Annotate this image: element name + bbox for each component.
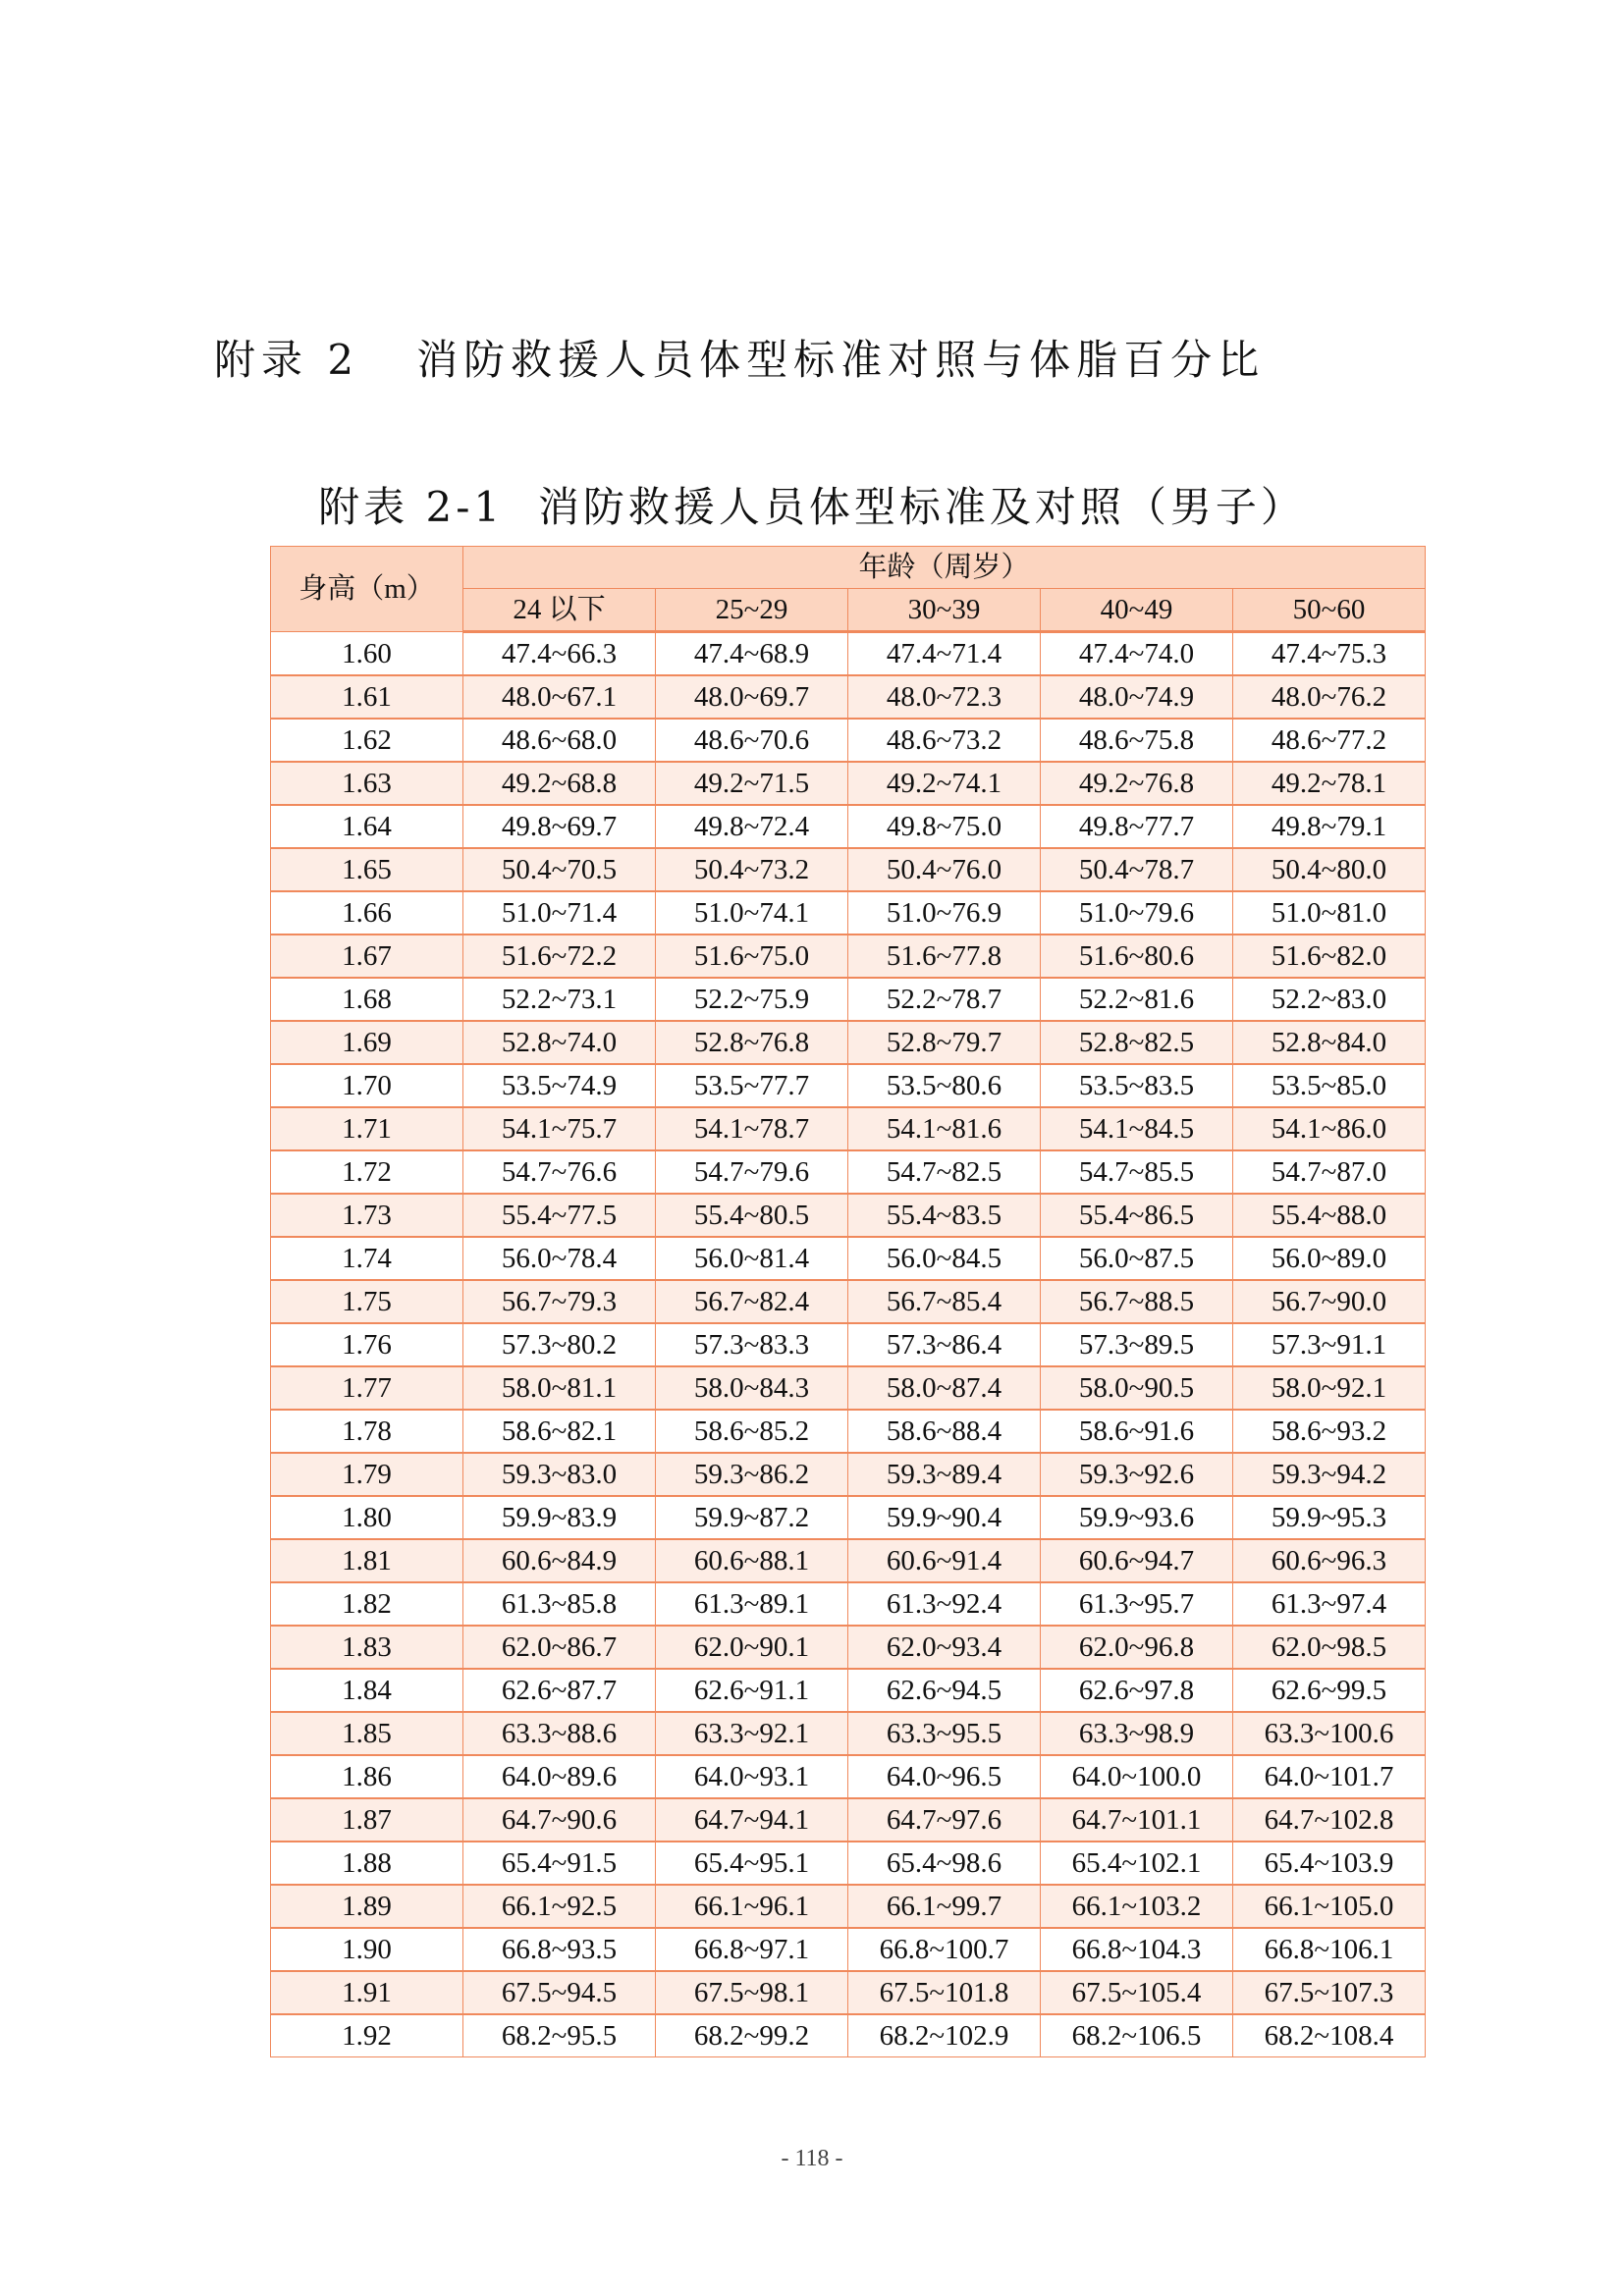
weight-range-cell: 49.2~76.8: [1041, 762, 1233, 805]
weight-range-cell: 62.0~98.5: [1233, 1626, 1426, 1669]
table-row: [271, 1928, 1426, 1971]
weight-range-cell: 66.1~96.1: [656, 1885, 848, 1928]
weight-range-cell: 63.3~92.1: [656, 1712, 848, 1755]
weight-range-cell: 62.6~97.8: [1041, 1669, 1233, 1712]
age-group-header: 年龄（周岁）: [463, 547, 1426, 589]
height-cell: 1.80: [271, 1496, 463, 1539]
weight-range-cell: 54.1~75.7: [463, 1107, 656, 1150]
weight-range-cell: 61.3~92.4: [848, 1582, 1041, 1626]
height-cell: 1.87: [271, 1798, 463, 1842]
weight-range-cell: 52.2~73.1: [463, 978, 656, 1021]
weight-range-cell: 56.0~87.5: [1041, 1237, 1233, 1280]
table-row: [271, 978, 1426, 1021]
weight-range-cell: 52.2~83.0: [1233, 978, 1426, 1021]
weight-range-cell: 51.6~80.6: [1041, 934, 1233, 978]
weight-range-cell: 64.0~96.5: [848, 1755, 1041, 1798]
weight-range-cell: 54.7~82.5: [848, 1150, 1041, 1194]
weight-range-cell: 59.9~93.6: [1041, 1496, 1233, 1539]
weight-range-cell: 52.8~74.0: [463, 1021, 656, 1064]
weight-range-cell: 68.2~106.5: [1041, 2014, 1233, 2057]
weight-range-cell: 52.8~84.0: [1233, 1021, 1426, 1064]
height-cell: 1.67: [271, 934, 463, 978]
weight-range-cell: 59.3~92.6: [1041, 1453, 1233, 1496]
table-row: [271, 1669, 1426, 1712]
height-cell: 1.85: [271, 1712, 463, 1755]
weight-range-cell: 49.8~72.4: [656, 805, 848, 848]
height-cell: 1.91: [271, 1971, 463, 2014]
weight-range-cell: 54.1~81.6: [848, 1107, 1041, 1150]
weight-range-cell: 51.0~71.4: [463, 891, 656, 934]
weight-range-cell: 61.3~97.4: [1233, 1582, 1426, 1626]
weight-range-cell: 51.0~74.1: [656, 891, 848, 934]
weight-range-cell: 51.6~82.0: [1233, 934, 1426, 978]
weight-range-cell: 66.1~92.5: [463, 1885, 656, 1928]
height-cell: 1.77: [271, 1366, 463, 1410]
weight-range-cell: 48.0~69.7: [656, 675, 848, 719]
weight-range-cell: 65.4~102.1: [1041, 1842, 1233, 1885]
weight-range-cell: 68.2~95.5: [463, 2014, 656, 2057]
weight-range-cell: 48.0~76.2: [1233, 675, 1426, 719]
weight-range-cell: 55.4~83.5: [848, 1194, 1041, 1237]
weight-range-cell: 61.3~95.7: [1041, 1582, 1233, 1626]
weight-range-cell: 49.8~75.0: [848, 805, 1041, 848]
weight-range-cell: 53.5~77.7: [656, 1064, 848, 1107]
height-cell: 1.79: [271, 1453, 463, 1496]
height-cell: 1.61: [271, 675, 463, 719]
table-row: [271, 1410, 1426, 1453]
weight-range-cell: 54.1~86.0: [1233, 1107, 1426, 1150]
table-row: [271, 1237, 1426, 1280]
height-cell: 1.78: [271, 1410, 463, 1453]
weight-range-cell: 66.8~100.7: [848, 1928, 1041, 1971]
weight-range-cell: 48.6~73.2: [848, 719, 1041, 762]
weight-range-cell: 50.4~73.2: [656, 848, 848, 891]
weight-range-cell: 51.0~76.9: [848, 891, 1041, 934]
weight-range-cell: 64.7~90.6: [463, 1798, 656, 1842]
weight-range-cell: 68.2~99.2: [656, 2014, 848, 2057]
table-row: [271, 1021, 1426, 1064]
weight-range-cell: 64.7~94.1: [656, 1798, 848, 1842]
weight-range-cell: 58.0~92.1: [1233, 1366, 1426, 1410]
weight-range-cell: 57.3~83.3: [656, 1323, 848, 1366]
weight-range-cell: 51.0~79.6: [1041, 891, 1233, 934]
weight-range-cell: 50.4~78.7: [1041, 848, 1233, 891]
weight-range-cell: 57.3~91.1: [1233, 1323, 1426, 1366]
table-row: [271, 632, 1426, 676]
weight-range-cell: 49.8~79.1: [1233, 805, 1426, 848]
weight-range-cell: 56.0~78.4: [463, 1237, 656, 1280]
table-row: [271, 1626, 1426, 1669]
weight-range-cell: 55.4~77.5: [463, 1194, 656, 1237]
age-group-column-header: 24 以下: [463, 589, 656, 632]
weight-range-cell: 49.2~71.5: [656, 762, 848, 805]
height-cell: 1.64: [271, 805, 463, 848]
table-row: [271, 934, 1426, 978]
height-cell: 1.72: [271, 1150, 463, 1194]
weight-range-cell: 52.2~75.9: [656, 978, 848, 1021]
weight-range-cell: 65.4~91.5: [463, 1842, 656, 1885]
weight-range-cell: 52.8~82.5: [1041, 1021, 1233, 1064]
weight-range-cell: 48.6~70.6: [656, 719, 848, 762]
weight-range-cell: 68.2~102.9: [848, 2014, 1041, 2057]
weight-range-cell: 58.6~85.2: [656, 1410, 848, 1453]
weight-range-cell: 64.0~89.6: [463, 1755, 656, 1798]
weight-range-cell: 62.0~93.4: [848, 1626, 1041, 1669]
weight-range-cell: 55.4~86.5: [1041, 1194, 1233, 1237]
weight-range-cell: 60.6~96.3: [1233, 1539, 1426, 1582]
weight-range-cell: 47.4~71.4: [848, 632, 1041, 676]
height-cell: 1.69: [271, 1021, 463, 1064]
weight-range-cell: 59.3~83.0: [463, 1453, 656, 1496]
weight-range-cell: 67.5~107.3: [1233, 1971, 1426, 2014]
table-row: [271, 1366, 1426, 1410]
weight-range-cell: 61.3~89.1: [656, 1582, 848, 1626]
weight-range-cell: 48.6~68.0: [463, 719, 656, 762]
height-cell: 1.73: [271, 1194, 463, 1237]
weight-range-cell: 53.5~80.6: [848, 1064, 1041, 1107]
weight-range-cell: 48.0~67.1: [463, 675, 656, 719]
table-row: [271, 891, 1426, 934]
weight-range-cell: 58.6~91.6: [1041, 1410, 1233, 1453]
weight-range-cell: 66.8~93.5: [463, 1928, 656, 1971]
weight-range-cell: 58.0~81.1: [463, 1366, 656, 1410]
weight-range-cell: 53.5~74.9: [463, 1064, 656, 1107]
table-row: [271, 1885, 1426, 1928]
table-row: [271, 1496, 1426, 1539]
weight-range-cell: 48.0~72.3: [848, 675, 1041, 719]
height-cell: 1.90: [271, 1928, 463, 1971]
table-body: [271, 632, 1426, 2057]
weight-range-cell: 64.7~101.1: [1041, 1798, 1233, 1842]
weight-range-cell: 67.5~98.1: [656, 1971, 848, 2014]
table-row: [271, 1064, 1426, 1107]
weight-range-cell: 67.5~94.5: [463, 1971, 656, 2014]
table-row: [271, 1755, 1426, 1798]
weight-range-cell: 51.6~77.8: [848, 934, 1041, 978]
weight-range-cell: 49.2~78.1: [1233, 762, 1426, 805]
weight-range-cell: 59.3~94.2: [1233, 1453, 1426, 1496]
weight-range-cell: 66.1~99.7: [848, 1885, 1041, 1928]
weight-range-cell: 58.6~93.2: [1233, 1410, 1426, 1453]
weight-range-cell: 66.1~103.2: [1041, 1885, 1233, 1928]
weight-range-cell: 59.9~87.2: [656, 1496, 848, 1539]
weight-range-cell: 66.8~104.3: [1041, 1928, 1233, 1971]
height-cell: 1.63: [271, 762, 463, 805]
weight-range-cell: 55.4~88.0: [1233, 1194, 1426, 1237]
weight-range-cell: 56.0~84.5: [848, 1237, 1041, 1280]
weight-range-cell: 59.9~90.4: [848, 1496, 1041, 1539]
appendix-title: 附录 2 消防救援人员体型标准对照与体脂百分比: [214, 336, 1266, 385]
weight-range-cell: 56.7~85.4: [848, 1280, 1041, 1323]
table-row: [271, 1798, 1426, 1842]
weight-range-cell: 50.4~80.0: [1233, 848, 1426, 891]
weight-range-cell: 51.6~72.2: [463, 934, 656, 978]
height-cell: 1.62: [271, 719, 463, 762]
weight-range-cell: 49.2~74.1: [848, 762, 1041, 805]
weight-range-cell: 51.0~81.0: [1233, 891, 1426, 934]
weight-range-cell: 60.6~94.7: [1041, 1539, 1233, 1582]
weight-range-cell: 59.9~83.9: [463, 1496, 656, 1539]
weight-range-cell: 63.3~98.9: [1041, 1712, 1233, 1755]
age-group-column-header: 40~49: [1041, 589, 1233, 632]
weight-range-cell: 58.6~88.4: [848, 1410, 1041, 1453]
weight-range-cell: 62.6~87.7: [463, 1669, 656, 1712]
weight-range-cell: 55.4~80.5: [656, 1194, 848, 1237]
weight-range-cell: 66.8~106.1: [1233, 1928, 1426, 1971]
weight-range-cell: 54.7~76.6: [463, 1150, 656, 1194]
page-number: - 118 -: [781, 2146, 843, 2171]
weight-range-cell: 62.0~90.1: [656, 1626, 848, 1669]
weight-range-cell: 52.8~79.7: [848, 1021, 1041, 1064]
weight-range-cell: 62.6~94.5: [848, 1669, 1041, 1712]
weight-range-cell: 48.6~75.8: [1041, 719, 1233, 762]
height-cell: 1.71: [271, 1107, 463, 1150]
height-cell: 1.84: [271, 1669, 463, 1712]
weight-range-cell: 62.0~86.7: [463, 1626, 656, 1669]
table-row: [271, 1150, 1426, 1194]
table-row: [271, 1280, 1426, 1323]
weight-range-cell: 57.3~89.5: [1041, 1323, 1233, 1366]
weight-range-cell: 62.0~96.8: [1041, 1626, 1233, 1669]
weight-range-cell: 61.3~85.8: [463, 1582, 656, 1626]
height-column-header: 身高（m）: [271, 547, 463, 632]
weight-range-cell: 53.5~83.5: [1041, 1064, 1233, 1107]
weight-range-cell: 58.6~82.1: [463, 1410, 656, 1453]
table-row: [271, 1712, 1426, 1755]
height-cell: 1.68: [271, 978, 463, 1021]
height-cell: 1.75: [271, 1280, 463, 1323]
table-row: [271, 1453, 1426, 1496]
weight-range-cell: 58.0~87.4: [848, 1366, 1041, 1410]
body-type-standard-table: [270, 546, 1426, 2057]
weight-range-cell: 63.3~95.5: [848, 1712, 1041, 1755]
weight-range-cell: 53.5~85.0: [1233, 1064, 1426, 1107]
weight-range-cell: 65.4~103.9: [1233, 1842, 1426, 1885]
weight-range-cell: 65.4~95.1: [656, 1842, 848, 1885]
weight-range-cell: 64.0~101.7: [1233, 1755, 1426, 1798]
weight-range-cell: 68.2~108.4: [1233, 2014, 1426, 2057]
height-cell: 1.74: [271, 1237, 463, 1280]
weight-range-cell: 56.7~79.3: [463, 1280, 656, 1323]
weight-range-cell: 54.1~78.7: [656, 1107, 848, 1150]
age-group-column-header: 50~60: [1233, 589, 1426, 632]
table-row: [271, 805, 1426, 848]
weight-range-cell: 57.3~86.4: [848, 1323, 1041, 1366]
weight-range-cell: 49.8~77.7: [1041, 805, 1233, 848]
weight-range-cell: 59.3~89.4: [848, 1453, 1041, 1496]
height-cell: 1.89: [271, 1885, 463, 1928]
weight-range-cell: 64.7~97.6: [848, 1798, 1041, 1842]
height-cell: 1.88: [271, 1842, 463, 1885]
table-row: [271, 762, 1426, 805]
table-row: [271, 848, 1426, 891]
weight-range-cell: 49.2~68.8: [463, 762, 656, 805]
weight-range-cell: 54.7~87.0: [1233, 1150, 1426, 1194]
table-row: [271, 2014, 1426, 2057]
table-row: [271, 1971, 1426, 2014]
table-row: [271, 1194, 1426, 1237]
height-cell: 1.92: [271, 2014, 463, 2057]
height-cell: 1.86: [271, 1755, 463, 1798]
weight-range-cell: 58.0~90.5: [1041, 1366, 1233, 1410]
weight-range-cell: 48.0~74.9: [1041, 675, 1233, 719]
weight-range-cell: 64.0~100.0: [1041, 1755, 1233, 1798]
weight-range-cell: 59.9~95.3: [1233, 1496, 1426, 1539]
table-row: [271, 1842, 1426, 1885]
height-cell: 1.66: [271, 891, 463, 934]
height-cell: 1.81: [271, 1539, 463, 1582]
weight-range-cell: 60.6~84.9: [463, 1539, 656, 1582]
height-cell: 1.76: [271, 1323, 463, 1366]
height-cell: 1.82: [271, 1582, 463, 1626]
height-cell: 1.65: [271, 848, 463, 891]
weight-range-cell: 67.5~105.4: [1041, 1971, 1233, 2014]
weight-range-cell: 67.5~101.8: [848, 1971, 1041, 2014]
weight-range-cell: 50.4~76.0: [848, 848, 1041, 891]
weight-range-cell: 54.7~79.6: [656, 1150, 848, 1194]
weight-range-cell: 47.4~74.0: [1041, 632, 1233, 676]
weight-range-cell: 57.3~80.2: [463, 1323, 656, 1366]
weight-range-cell: 56.0~81.4: [656, 1237, 848, 1280]
weight-range-cell: 56.7~90.0: [1233, 1280, 1426, 1323]
weight-range-cell: 51.6~75.0: [656, 934, 848, 978]
weight-range-cell: 56.0~89.0: [1233, 1237, 1426, 1280]
table-row: [271, 1107, 1426, 1150]
weight-range-cell: 47.4~75.3: [1233, 632, 1426, 676]
table-row: [271, 1323, 1426, 1366]
weight-range-cell: 54.1~84.5: [1041, 1107, 1233, 1150]
table-row: [271, 675, 1426, 719]
weight-range-cell: 60.6~91.4: [848, 1539, 1041, 1582]
weight-range-cell: 66.1~105.0: [1233, 1885, 1426, 1928]
age-group-column-header: 30~39: [848, 589, 1041, 632]
height-cell: 1.70: [271, 1064, 463, 1107]
weight-range-cell: 63.3~100.6: [1233, 1712, 1426, 1755]
weight-range-cell: 62.6~91.1: [656, 1669, 848, 1712]
weight-range-cell: 64.0~93.1: [656, 1755, 848, 1798]
height-cell: 1.83: [271, 1626, 463, 1669]
weight-range-cell: 48.6~77.2: [1233, 719, 1426, 762]
weight-range-cell: 50.4~70.5: [463, 848, 656, 891]
weight-range-cell: 60.6~88.1: [656, 1539, 848, 1582]
weight-range-cell: 58.0~84.3: [656, 1366, 848, 1410]
weight-range-cell: 62.6~99.5: [1233, 1669, 1426, 1712]
weight-range-cell: 59.3~86.2: [656, 1453, 848, 1496]
weight-range-cell: 52.8~76.8: [656, 1021, 848, 1064]
table-row: [271, 719, 1426, 762]
weight-range-cell: 54.7~85.5: [1041, 1150, 1233, 1194]
weight-range-cell: 65.4~98.6: [848, 1842, 1041, 1885]
weight-range-cell: 63.3~88.6: [463, 1712, 656, 1755]
weight-range-cell: 52.2~81.6: [1041, 978, 1233, 1021]
weight-range-cell: 56.7~82.4: [656, 1280, 848, 1323]
table-row: [271, 1539, 1426, 1582]
weight-range-cell: 47.4~66.3: [463, 632, 656, 676]
weight-range-cell: 64.7~102.8: [1233, 1798, 1426, 1842]
weight-range-cell: 47.4~68.9: [656, 632, 848, 676]
weight-range-cell: 52.2~78.7: [848, 978, 1041, 1021]
weight-range-cell: 49.8~69.7: [463, 805, 656, 848]
table-title: 附表 2-1 消防救援人员体型标准及对照（男子）: [318, 483, 1306, 531]
height-cell: 1.60: [271, 632, 463, 676]
table-row: [271, 1582, 1426, 1626]
weight-range-cell: 66.8~97.1: [656, 1928, 848, 1971]
weight-range-cell: 56.7~88.5: [1041, 1280, 1233, 1323]
age-group-column-header: 25~29: [656, 589, 848, 632]
